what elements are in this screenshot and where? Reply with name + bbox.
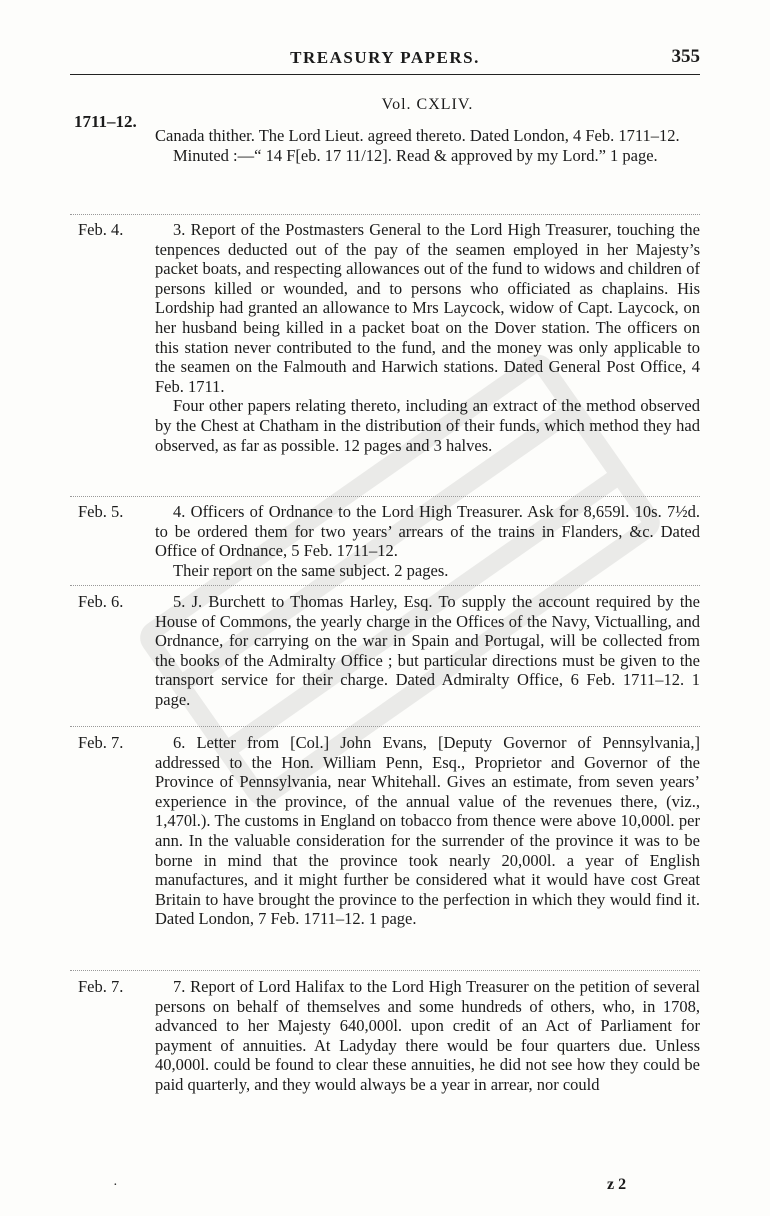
volume-heading: Vol. CXLIV.: [381, 96, 474, 113]
entry-body: [155, 502, 700, 580]
entry-paragraph: 3. Report of the Postmasters General to the Lord High Treasurer, touching the tenpences deducted out of the pay of the seamen employed in her Majesty’s packet boats, and respecting allowances out of the fund to widows and children of persons killed or wounded, and to persons who officiated as chaplains. His Lordship had granted an allowance to Mrs Laycock, widow of Capt. Laycock, on her husband being killed in a packet boat on the Dover station. The officers on this station never contributed to the fund, and the money was only applicable to the seamen on the Falmouth and Harwich stations. Dated General Post Office, 4 Feb. 1711.: [155, 220, 700, 396]
year-marker: 1711–12.: [74, 112, 137, 131]
entry-date: Feb. 5.: [78, 502, 124, 521]
entry-paragraph: Canada thither. The Lord Lieut. agreed thereto. Dated London, 4 Feb. 1711–12.: [155, 126, 680, 145]
entry-separator: [70, 726, 700, 727]
signature-mark: z 2: [607, 1176, 627, 1193]
entry-paragraph: 7. Report of Lord Halifax to the Lord High Treasurer on the petition of several persons on behalf of themselves and some hundreds of others, who, in 1708, advanced to her Majesty 640,000l. upon credit of an Act of Parliament for payment of annuities. At Ladyday there would be four quarters due. Unless 40,000l. could be found to clear these annuities, he did not see how they could be paid quarterly, and they would always be a year in arrear, nor could: [155, 977, 700, 1094]
entry-separator: [70, 585, 700, 586]
running-header: [70, 44, 700, 75]
entry-paragraph: Four other papers relating thereto, including an extract of the method observed by the Chest at Chatham in the distribution of their funds, which method they had observed, as far as possible. 12 pages and 3 halves.: [155, 396, 700, 455]
entry-body: [155, 126, 700, 165]
entry-body: [155, 977, 700, 1095]
entry-body: [155, 733, 700, 929]
running-title: TREASURY PAPERS.: [290, 48, 480, 67]
entry-paragraph: 6. Letter from [Col.] John Evans, [Deputy Governor of Pennsylvania,] addressed to the Hon. William Penn, Esq., Proprietor and Governor of the Province of Pennsylvania, near Whitehall. Gives an estimate, from seven years’ experience in the province, of the annual value of the revenues there, (viz., 1,470l.). The customs in England on tobacco from thence were above 10,000l. per ann. In the valuable consideration for the surrender of the province it was to be borne in mind that the province took nearly 20,000l. a year of English manufactures, and it might further be considered what it would have cost Great Britain to have brought the province to the perfection in which they would find it. Dated London, 7 Feb. 1711–12. 1 page.: [155, 733, 700, 929]
entry-date: Feb. 7.: [78, 977, 124, 996]
footer-mark: ·: [113, 1178, 118, 1193]
entry-separator: [70, 970, 700, 971]
entry-paragraph: 5. J. Burchett to Thomas Harley, Esq. To supply the account required by the House of Commons, the yearly charge in the Offices of the Navy, Victualling, and Ordnance, for carrying on the war in Spain and Portugal, will be collected from the books of the Admiralty Office ; but particular directions must be given to the transport service for their charge. Dated Admiralty Office, 6 Feb. 1711–12. 1 page.: [155, 592, 700, 709]
entry-body: [155, 592, 700, 710]
entry-date: Feb. 6.: [78, 592, 124, 611]
entry-paragraph: Minuted :—“ 14 F[eb. 17 11/12]. Read & approved by my Lord.” 1 page.: [173, 145, 658, 165]
entry-paragraph: Their report on the same subject. 2 pages.: [173, 560, 449, 580]
entry-date: Feb. 7.: [78, 733, 124, 752]
entry-date: Feb. 4.: [78, 220, 124, 239]
page-number: 355: [671, 46, 700, 67]
entry-separator: [70, 214, 700, 215]
entry-separator: [70, 496, 700, 497]
entry-body: [155, 220, 700, 455]
entry-paragraph: 4. Officers of Ordnance to the Lord High Treasurer. Ask for 8,659l. 10s. 7½d. to be ordered them for two years’ arrears of the trains in Flanders, &c. Dated Office of Ordnance, 5 Feb. 1711–12.: [155, 502, 700, 561]
